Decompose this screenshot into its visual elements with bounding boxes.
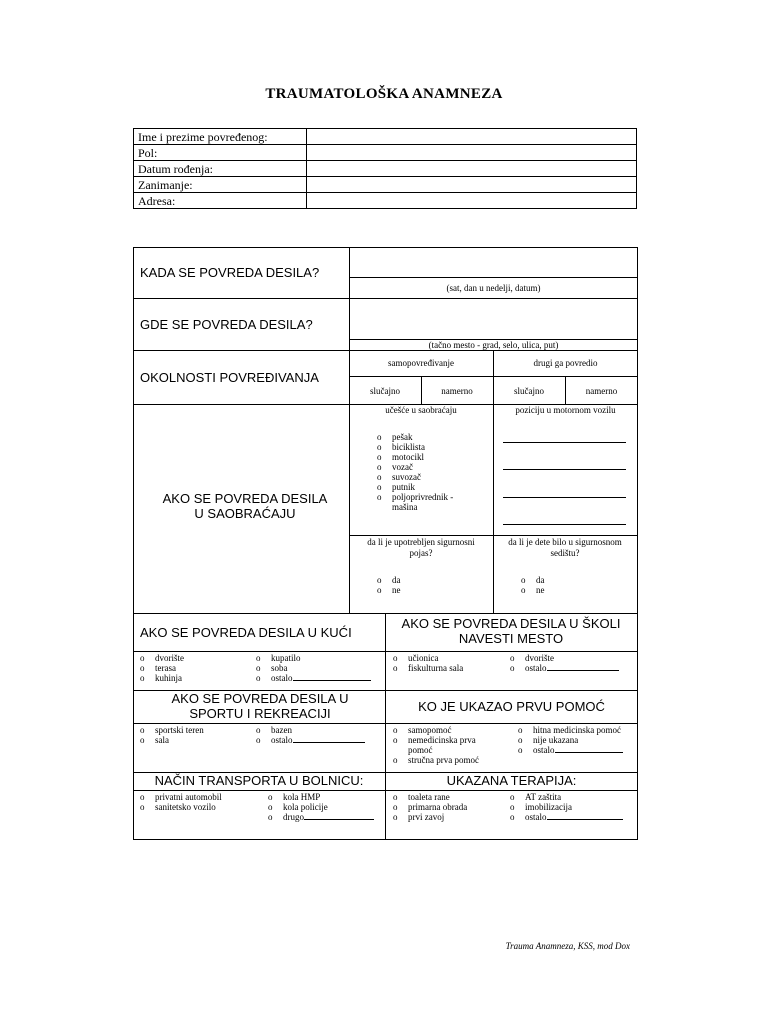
radio-circle-icon[interactable]: o (377, 442, 382, 452)
self-intentional[interactable]: namerno (441, 386, 473, 396)
info-label: Zanimanje: (134, 177, 307, 193)
radio-circle-icon[interactable]: o (510, 653, 515, 663)
school-label: AKO SE POVREDA DESILA U ŠKOLI NAVESTI MESTO (401, 616, 621, 646)
school-options-col2 (510, 653, 619, 673)
option-item[interactable]: o ne (521, 585, 545, 595)
where-label: GDE SE POVREDA DESILA? (140, 317, 313, 332)
option-item[interactable]: o kuhinja (140, 673, 182, 683)
option-item[interactable]: o dvorište (140, 653, 184, 663)
other-intentional[interactable]: namerno (585, 386, 618, 396)
info-value-field[interactable] (307, 177, 637, 193)
home-options-col1 (140, 653, 184, 683)
transport-options-col2 (268, 792, 374, 822)
option-item[interactable]: o primarna obrada (393, 802, 468, 812)
when-hint: (sat, dan u nedelji, datum) (446, 283, 541, 293)
option-item[interactable]: o vozač (377, 462, 413, 472)
radio-circle-icon[interactable]: o (510, 663, 515, 673)
therapy-label: UKAZANA TERAPIJA: (446, 773, 577, 788)
radio-circle-icon[interactable]: o (256, 653, 261, 663)
transport-options-col1 (140, 792, 222, 812)
first-aid-label: KO JE UKAZAO PRVU POMOĆ (418, 699, 605, 714)
info-row-dob (134, 161, 637, 177)
home-label: AKO SE POVREDA DESILA U KUĆI (140, 625, 352, 640)
therapy-options-col1 (393, 792, 467, 822)
school-options-col1 (393, 653, 463, 673)
blank-line[interactable] (304, 819, 374, 820)
sport-options-col2 (256, 725, 365, 745)
other-accidental[interactable]: slučajno (514, 386, 544, 396)
option-item[interactable]: o da (377, 575, 401, 585)
option-item[interactable]: o drugo (268, 812, 374, 822)
option-item[interactable]: o terasa (140, 663, 176, 673)
option-item[interactable]: o kupatilo (256, 653, 301, 663)
option-item[interactable]: o nije ukazana (518, 735, 579, 745)
info-value-field[interactable] (307, 145, 637, 161)
position-blank-line (503, 497, 626, 498)
home-options-col2 (256, 653, 371, 683)
radio-circle-icon[interactable]: o (140, 663, 145, 673)
option-item[interactable]: o sportski teren (140, 725, 204, 735)
info-label: Adresa: (134, 193, 307, 209)
info-value-field[interactable] (307, 161, 637, 177)
circumstances-label: OKOLNOSTI POVREĐIVANJA (140, 370, 319, 385)
option-item[interactable]: o kola policije (268, 802, 328, 812)
patient-info-table (133, 128, 637, 209)
option-item[interactable]: o imobilizacija (510, 802, 572, 812)
radio-circle-icon[interactable]: o (377, 462, 382, 472)
radio-circle-icon[interactable]: o (521, 575, 526, 585)
radio-circle-icon[interactable]: o (140, 653, 145, 663)
info-value-field[interactable] (307, 129, 637, 145)
position-blank-line (503, 442, 626, 443)
option-item[interactable]: o suvozač (377, 472, 421, 482)
seatbelt-question: da li je upotrebljen sigurnosni pojas? (367, 537, 475, 558)
option-item[interactable]: o ostalo (256, 673, 371, 683)
radio-circle-icon[interactable]: o (268, 792, 273, 802)
option-item[interactable]: o biciklista (377, 442, 425, 452)
radio-circle-icon[interactable]: o (268, 812, 273, 822)
option-item[interactable]: o nemedicinska prva pomoć (393, 735, 476, 755)
radio-circle-icon[interactable]: o (518, 735, 523, 745)
radio-circle-icon[interactable]: o (256, 663, 261, 673)
info-row-address (134, 193, 637, 209)
position-blank-line (503, 524, 626, 525)
option-item[interactable]: o soba (256, 663, 288, 673)
radio-circle-icon[interactable]: o (140, 735, 145, 745)
radio-circle-icon[interactable]: o (510, 812, 515, 822)
radio-circle-icon[interactable]: o (377, 432, 382, 442)
info-row-occupation (134, 177, 637, 193)
radio-circle-icon[interactable]: o (377, 575, 382, 585)
radio-circle-icon[interactable]: o (377, 472, 382, 482)
radio-circle-icon[interactable]: o (256, 735, 261, 745)
first-aid-options-col2 (518, 725, 623, 755)
self-injury-label: samopovređivanje (388, 358, 454, 368)
participation-title: učešće u saobraćaju (385, 405, 457, 415)
option-item[interactable]: o sala (140, 735, 169, 745)
info-label: Pol: (134, 145, 307, 161)
option-item[interactable]: o fiskulturna sala (393, 663, 464, 673)
radio-circle-icon[interactable]: o (393, 792, 398, 802)
radio-circle-icon[interactable]: o (377, 585, 382, 595)
radio-circle-icon[interactable]: o (393, 663, 398, 673)
where-hint: (tačno mesto - grad, selo, ulica, put) (428, 340, 559, 350)
sport-label: AKO SE POVREDA DESILA U SPORTU I REKREACIJI (171, 691, 349, 721)
radio-circle-icon[interactable]: o (393, 725, 398, 735)
option-item[interactable]: o sanitetsko vozilo (140, 802, 216, 812)
radio-circle-icon[interactable]: o (377, 492, 382, 502)
option-item[interactable]: o dvorište (510, 653, 554, 663)
radio-circle-icon[interactable]: o (393, 812, 398, 822)
option-item[interactable]: o toaleta rane (393, 792, 450, 802)
radio-circle-icon[interactable]: o (521, 585, 526, 595)
option-item[interactable]: o samopomoć (393, 725, 452, 735)
option-item[interactable]: o ostalo (518, 745, 623, 755)
radio-circle-icon[interactable]: o (268, 802, 273, 812)
radio-circle-icon[interactable]: o (140, 802, 145, 812)
radio-circle-icon[interactable]: o (510, 792, 515, 802)
document-title: TRAUMATOLOŠKA ANAMNEZA (265, 86, 503, 102)
seatbelt-options (377, 575, 401, 595)
radio-circle-icon[interactable]: o (377, 452, 382, 462)
radio-circle-icon[interactable]: o (140, 725, 145, 735)
footer-note: Trauma Anamneza, KSS, mod Dox (505, 941, 630, 951)
when-label: KADA SE POVREDA DESILA? (140, 265, 320, 280)
option-item[interactable]: o da (521, 575, 545, 585)
option-item[interactable]: o učionica (393, 653, 439, 663)
blank-line[interactable] (555, 752, 623, 753)
option-item[interactable]: o stručna prva pomoć (393, 755, 479, 765)
radio-circle-icon[interactable]: o (377, 482, 382, 492)
radio-circle-icon[interactable]: o (518, 725, 523, 735)
blank-line[interactable] (293, 680, 371, 681)
sport-options-col1 (140, 725, 204, 745)
traffic-label: AKO SE POVREDA DESILA U SAOBRAĆAJU (162, 491, 328, 521)
blank-line[interactable] (547, 670, 619, 671)
transport-label: NAČIN TRANSPORTA U BOLNICU: (154, 773, 364, 788)
option-item[interactable]: o hitna medicinska pomoć (518, 725, 621, 735)
option-item[interactable]: o kola HMP (268, 792, 321, 802)
option-item[interactable]: o AT zaštita (510, 792, 562, 802)
option-item[interactable]: o ostalo (510, 812, 623, 822)
radio-circle-icon[interactable]: o (393, 755, 398, 765)
blank-line[interactable] (547, 819, 623, 820)
other-injury-label: drugi ga povredio (533, 358, 598, 368)
option-item[interactable]: o ostalo (510, 663, 619, 673)
childseat-question: da li je dete bilo u sigurnosnom sedištu? (508, 537, 622, 558)
blank-line[interactable] (293, 742, 365, 743)
childseat-options (521, 575, 545, 595)
radio-circle-icon[interactable]: o (393, 653, 398, 663)
radio-circle-icon[interactable]: o (140, 673, 145, 683)
info-label: Ime i prezime povređenog: (134, 129, 307, 145)
self-accidental[interactable]: slučajno (370, 386, 400, 396)
info-label: Datum rođenja: (134, 161, 307, 177)
radio-circle-icon[interactable]: o (393, 735, 398, 745)
option-item[interactable]: o pešak (377, 432, 413, 442)
option-item[interactable]: o privatni automobil (140, 792, 222, 802)
radio-circle-icon[interactable]: o (393, 802, 398, 812)
radio-circle-icon[interactable]: o (256, 673, 261, 683)
position-blank-line (503, 469, 626, 470)
participation-options (377, 432, 487, 512)
first-aid-options-col1 (393, 725, 498, 765)
option-item[interactable]: o poljoprivrednik - mašina (377, 492, 454, 512)
option-item[interactable]: o bazen (256, 725, 292, 735)
info-row-name (134, 129, 637, 145)
option-item[interactable]: o prvi zavoj (393, 812, 445, 822)
option-item[interactable]: o ne (377, 585, 401, 595)
therapy-options-col2 (510, 792, 623, 822)
option-item[interactable]: o putnik (377, 482, 416, 492)
info-value-field[interactable] (307, 193, 637, 209)
vehicle-position-title: poziciju u motornom vozilu (515, 405, 616, 415)
option-item[interactable]: o motocikl (377, 452, 424, 462)
radio-circle-icon[interactable]: o (518, 745, 523, 755)
option-item[interactable]: o ostalo (256, 735, 365, 745)
radio-circle-icon[interactable]: o (510, 802, 515, 812)
radio-circle-icon[interactable]: o (140, 792, 145, 802)
info-row-sex (134, 145, 637, 161)
radio-circle-icon[interactable]: o (256, 725, 261, 735)
